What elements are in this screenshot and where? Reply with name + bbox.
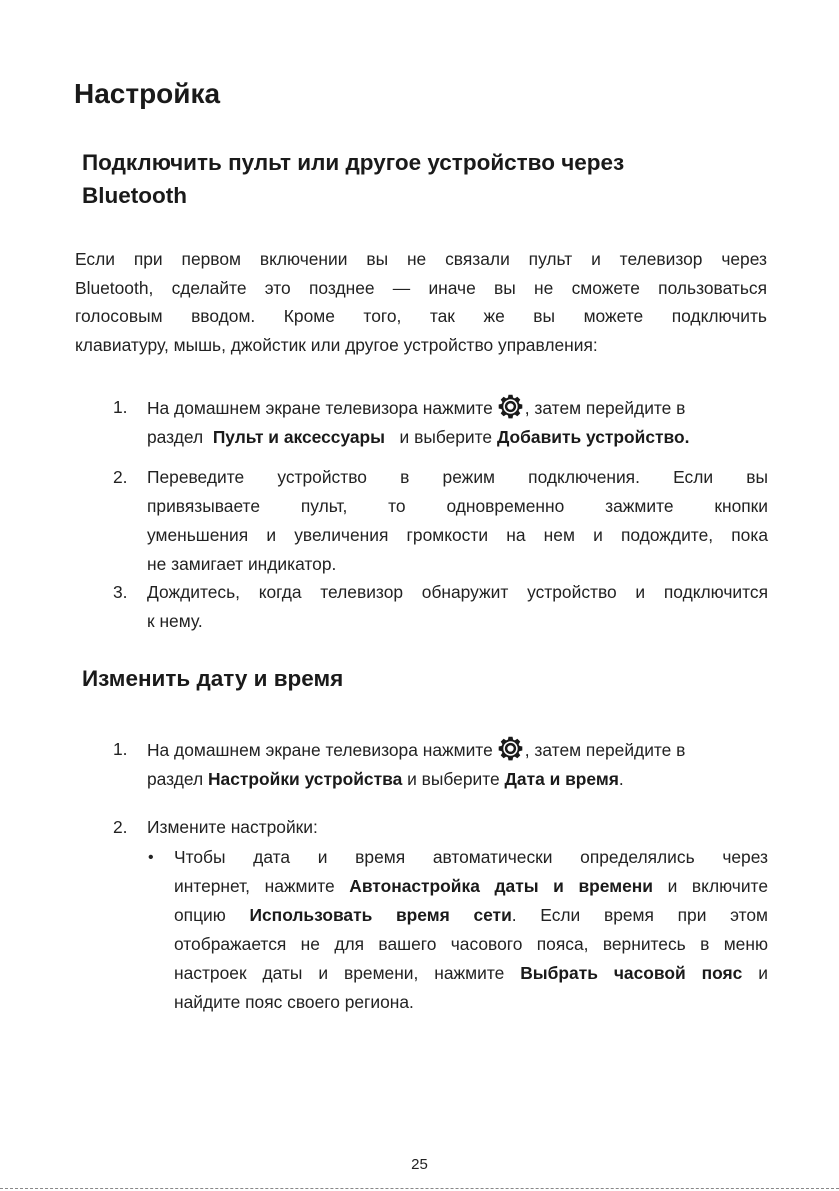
step-text: раздел	[147, 427, 204, 447]
page-number: 25	[411, 1156, 428, 1173]
menu-path-device-settings: Настройки устройства	[207, 769, 403, 789]
bullet-item	[174, 843, 768, 1017]
step-line	[147, 765, 768, 794]
step-text: На домашнем экране телевизора нажмите	[147, 740, 493, 760]
step-line: Переведите устройство в режим подключения. Если вы	[147, 467, 768, 487]
menu-path-auto-date-time: Автонастройка даты и времени	[349, 876, 653, 896]
step-line: Дождитесь, когда телевизор обнаружит устройство и подключится	[147, 582, 768, 602]
paragraph-line: голосовым вводом. Кроме того, так же вы можете подключить	[75, 306, 767, 327]
paragraph-line: клавиатуру, мышь, джойстик или другое устройство управления:	[75, 334, 598, 355]
step-line: привязываете пульт, то одновременно зажмите кнопки	[147, 496, 768, 516]
step-line: Измените настройки:	[147, 817, 318, 837]
step-number: 3.	[113, 582, 128, 602]
bullet-text: . Если время при этом	[511, 905, 768, 925]
bullet-text: интернет, нажмите	[174, 876, 335, 896]
menu-path-remote-accessories: Пульт и аксессуары	[212, 427, 386, 447]
step-item	[147, 463, 768, 579]
step-text: На домашнем экране телевизора нажмите	[147, 398, 493, 418]
gear-icon	[497, 735, 524, 762]
step-number: 2.	[113, 817, 128, 837]
step-text: и выберите	[399, 427, 493, 447]
step-line	[147, 423, 768, 452]
bullet-line	[174, 959, 768, 988]
section-heading-bluetooth	[82, 146, 624, 212]
bullet-text: и включите	[667, 876, 768, 896]
menu-path-add-device: Добавить устройство.	[496, 427, 690, 447]
paragraph-line: Bluetooth, сделайте это позднее — иначе вы не сможете пользоваться	[75, 277, 767, 298]
gear-icon	[497, 393, 524, 420]
step-number: 1.	[113, 739, 128, 759]
bullet-text: настроек даты и времени, нажмите	[174, 963, 505, 983]
step-text: .	[618, 769, 624, 789]
bullet-text: опцию	[174, 905, 226, 925]
step-line	[147, 393, 768, 423]
menu-path-date-time: Дата и время	[504, 769, 619, 789]
paragraph-line: Если при первом включении вы не связали пульт и телевизор через	[75, 249, 767, 269]
bullet-text: и	[758, 963, 768, 983]
page-title: Настройка	[74, 78, 221, 109]
bullet-line	[174, 901, 768, 930]
bullet-line	[174, 872, 768, 901]
step-item	[147, 813, 768, 842]
step-text: и выберите	[407, 769, 500, 789]
intro-paragraph	[75, 245, 767, 359]
step-item	[147, 393, 768, 452]
step-line	[147, 735, 768, 765]
step-text: , затем перейдите в	[524, 398, 686, 418]
step-line: уменьшения и увеличения громкости на нем и подождите, пока	[147, 525, 768, 545]
menu-path-select-time-zone: Выбрать часовой пояс	[520, 963, 743, 983]
page-edge-divider	[0, 1188, 839, 1189]
step-item	[147, 578, 768, 636]
step-item	[147, 735, 768, 794]
bullet-line: отображается не для вашего часового пояса, вернитесь в меню	[174, 934, 768, 954]
option-use-network-time: Использовать время сети	[249, 905, 512, 925]
step-number: 1.	[113, 397, 128, 417]
section-heading-line: Bluetooth	[82, 183, 187, 208]
step-number: 2.	[113, 467, 128, 487]
bullet-line: Чтобы дата и время автоматически определялись через	[174, 847, 768, 867]
step-line: к нему.	[147, 611, 203, 631]
step-text: раздел	[147, 769, 204, 789]
step-line: не замигает индикатор.	[147, 554, 337, 574]
section-heading-line: Подключить пульт или другое устройство через	[82, 150, 625, 175]
step-text: , затем перейдите в	[524, 740, 686, 760]
section-heading-line: Изменить дату и время	[82, 666, 344, 691]
bullet-marker: •	[148, 849, 154, 866]
bullet-line: найдите пояс своего региона.	[174, 992, 414, 1012]
section-heading-date-time	[82, 662, 343, 695]
